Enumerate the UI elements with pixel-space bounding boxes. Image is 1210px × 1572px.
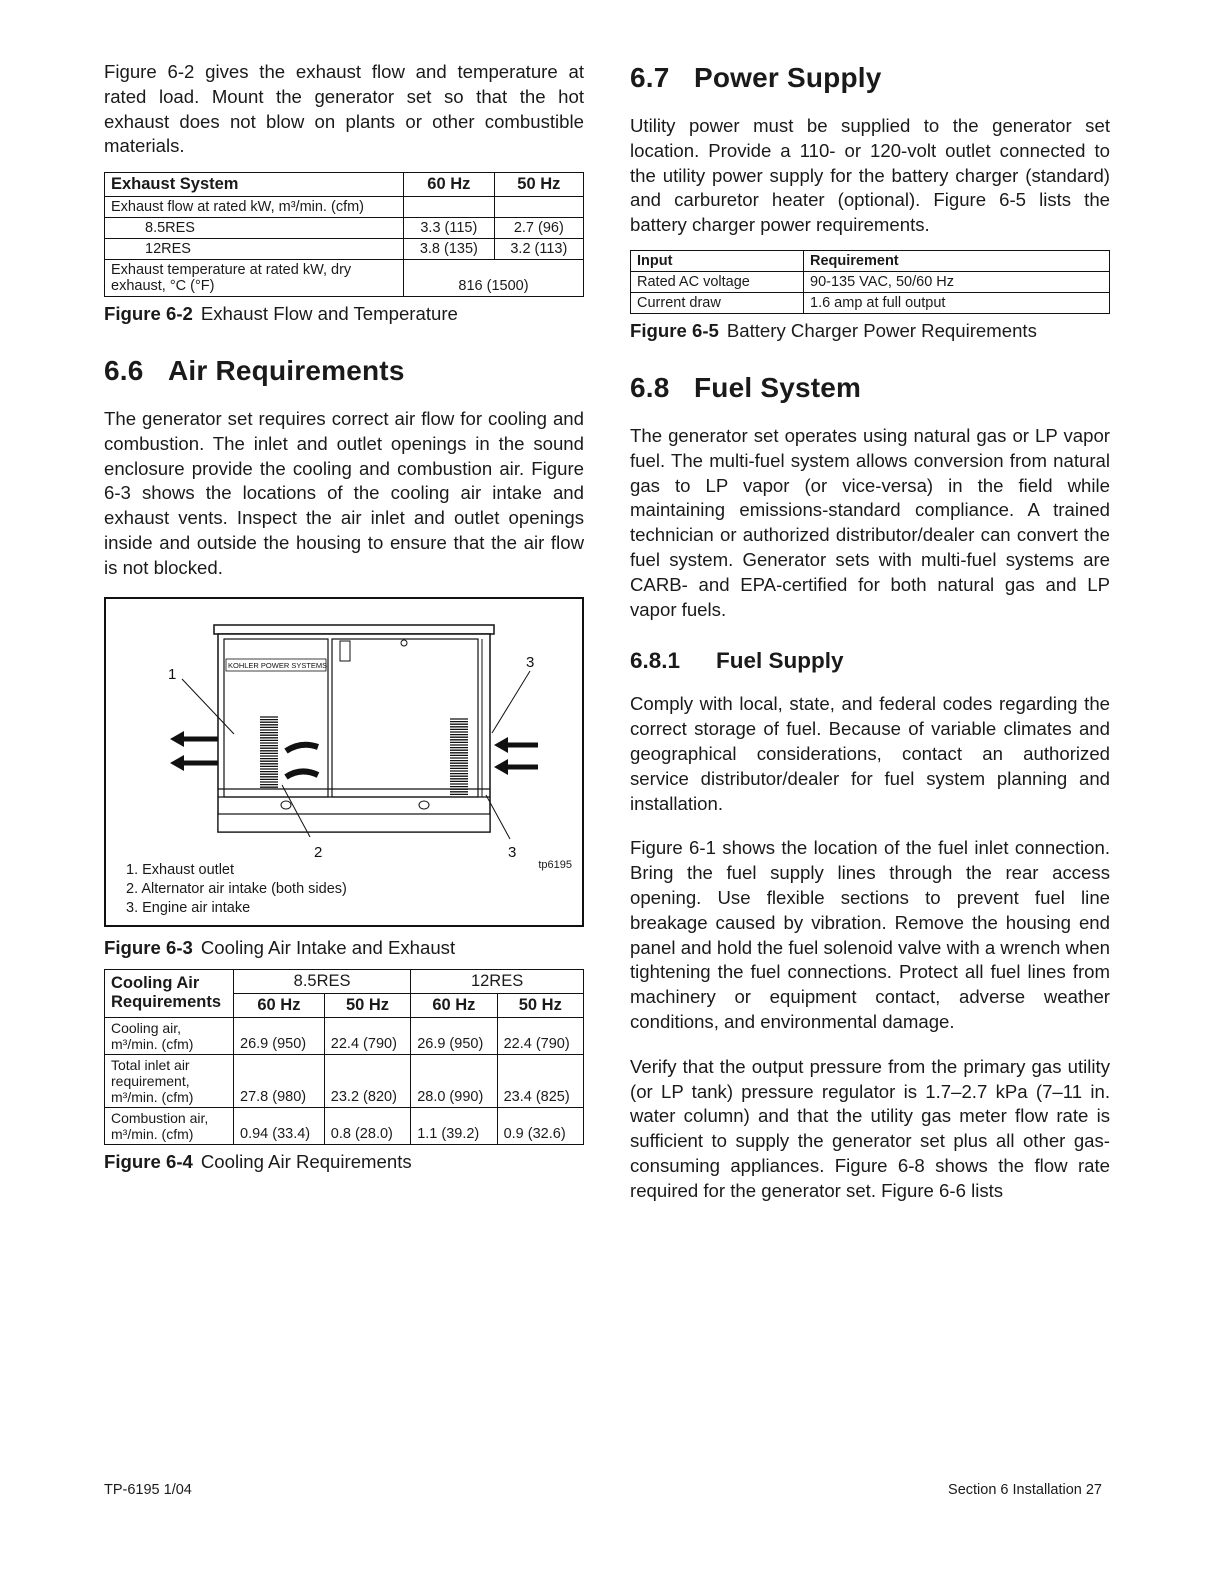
- subsection-title: Fuel Supply: [716, 648, 844, 674]
- section-paragraph: Figure 6-1 shows the location of the fuel inlet connection. Bring the fuel supply lines through the rear access opening. Use flexible sections to prevent fuel line breakage caused by vibration. Remove the housing end panel and hold the fuel solenoid valve with a wrench when tightening the fuel connections. Protect all fuel lines from machinery or equipment contact, adverse weather conditions, and environmental damage.: [630, 837, 1110, 1032]
- table-row: [105, 260, 584, 297]
- table-header: 60 Hz: [404, 173, 495, 197]
- table-cell: Total inlet air requirement, m³/min. (cfm): [105, 1054, 234, 1107]
- exhaust-arrow-left: [170, 731, 218, 771]
- table-cell: 22.4 (790): [324, 1017, 410, 1054]
- figure-caption: [104, 303, 584, 325]
- table-header: Cooling Air Requirements: [105, 969, 234, 1017]
- table-cell: 3.2 (113): [494, 239, 583, 260]
- table-header: 8.5RES: [234, 969, 411, 993]
- table-header: Exhaust System: [105, 173, 404, 197]
- table-cell: Combustion air, m³/min. (cfm): [105, 1107, 234, 1144]
- table-cell: 2.7 (96): [494, 218, 583, 239]
- footer-page: Section 6 Installation 27: [948, 1482, 1102, 1498]
- section-number: 6.8: [630, 371, 670, 403]
- figure-number: Figure 6-3: [104, 936, 193, 958]
- table-cell: 27.8 (980): [234, 1054, 325, 1107]
- right-column: [630, 60, 1110, 1204]
- table-row: [631, 250, 1110, 271]
- intake-arrow-right: [494, 737, 538, 775]
- section-title: Air Requirements: [168, 355, 405, 386]
- table-cell: 3.8 (135): [404, 239, 495, 260]
- table-cell: 23.4 (825): [497, 1054, 583, 1107]
- table-header: Input: [631, 250, 804, 271]
- table-header: Requirement: [804, 250, 1110, 271]
- section-paragraph: Utility power must be supplied to the generator set location. Provide a 110- or 120-volt outlet connected to the utility power supply for the battery charger (standard) and carburetor heater (optional). Figure 6-5 lists the battery charger power requirements.: [630, 115, 1110, 236]
- table-cell: Cooling air, m³/min. (cfm): [105, 1017, 234, 1054]
- subsection-number: 6.8.1: [630, 648, 681, 674]
- callout-number: 3: [526, 653, 535, 671]
- table-cell: 90-135 VAC, 50/60 Hz: [804, 271, 1110, 292]
- table-row: [631, 271, 1110, 292]
- table-cell: [494, 197, 583, 218]
- base-skid: [218, 814, 490, 832]
- table-cell: 3.3 (115): [404, 218, 495, 239]
- table-header: 50 Hz: [494, 173, 583, 197]
- callout-number: 3: [508, 843, 517, 861]
- figure-title: Cooling Air Intake and Exhaust: [200, 936, 456, 958]
- section-number: 6.7: [630, 62, 670, 93]
- left-column: [104, 60, 584, 1173]
- figure-code: tp6195: [538, 858, 572, 871]
- exhaust-table: [104, 172, 584, 297]
- section-heading: [630, 62, 1110, 94]
- table-cell: 12RES: [105, 239, 404, 260]
- table-row: [105, 173, 584, 197]
- table-header: 50 Hz: [324, 993, 410, 1017]
- table-row: [105, 218, 584, 239]
- figure-title: Exhaust Flow and Temperature: [200, 303, 458, 324]
- figure-caption: [104, 1151, 584, 1173]
- table-cell: 23.2 (820): [324, 1054, 410, 1107]
- table-row: [105, 197, 584, 218]
- figure-caption: [630, 320, 1110, 342]
- section-number: 6.6: [104, 355, 144, 386]
- section-paragraph: Comply with local, state, and federal codes regarding the correct storage of fuel. Because of variable climates and geographical considerations, contact an authorized service distributor/dealer for fuel system planning and installation.: [630, 693, 1110, 814]
- table-cell: Current draw: [631, 292, 804, 313]
- section-title: Fuel System: [694, 371, 862, 403]
- roof-panel: [214, 625, 494, 634]
- table-header: 50 Hz: [497, 993, 583, 1017]
- subsection-heading: [630, 648, 1110, 674]
- table-cell: 26.9 (950): [411, 1017, 497, 1054]
- table-cell: 0.94 (33.4): [234, 1107, 325, 1144]
- table-row: [105, 1107, 584, 1144]
- table-header: 60 Hz: [234, 993, 325, 1017]
- legend-item: 1. Exhaust outlet: [126, 861, 235, 878]
- table-cell: 0.8 (28.0): [324, 1107, 410, 1144]
- figure-number: Figure 6-5: [630, 319, 719, 341]
- table-cell: [404, 197, 495, 218]
- table-cell: Rated AC voltage: [631, 271, 804, 292]
- section-title: Power Supply: [694, 62, 882, 93]
- table-cell: 816 (1500): [404, 260, 584, 297]
- footer-doc-id: TP-6195 1/04: [104, 1482, 192, 1498]
- legend-item: 3. Engine air intake: [126, 899, 251, 916]
- figure-title: Cooling Air Requirements: [200, 1150, 412, 1172]
- section-heading: [104, 355, 584, 387]
- table-cell: 28.0 (990): [411, 1054, 497, 1107]
- table-row: [105, 1054, 584, 1107]
- legend-item: 2. Alternator air intake (both sides): [126, 880, 347, 897]
- intro-paragraph: Figure 6-2 gives the exhaust flow and temperature at rated load. Mount the generator set so that the hot exhaust does not blow on plants or other combustible materials.: [104, 61, 584, 157]
- table-cell: Exhaust flow at rated kW, m³/min. (cfm): [105, 197, 404, 218]
- table-row: [105, 969, 584, 993]
- figure-title: Battery Charger Power Requirements: [726, 319, 1037, 341]
- table-cell: 22.4 (790): [497, 1017, 583, 1054]
- table-row: [105, 239, 584, 260]
- callout-number: 2: [314, 843, 323, 861]
- brand-logo: KOHLER POWER SYSTEMS: [228, 660, 328, 670]
- table-cell: 0.9 (32.6): [497, 1107, 583, 1144]
- table-cell: 1.6 amp at full output: [804, 292, 1110, 313]
- table-cell: Exhaust temperature at rated kW, dry exhaust, °C (°F): [105, 260, 404, 297]
- section-paragraph: Verify that the output pressure from the primary gas utility (or LP tank) pressure regulator is 1.7–2.7 kPa (7–11 in. water column) and that the utility gas meter flow rate is sufficient to supply the generator set plus all other gas-consuming appliances. Figure 6-8 shows the flow rate required for the generator set. Figure 6-6 lists: [630, 1055, 1110, 1201]
- table-cell: 1.1 (39.2): [411, 1107, 497, 1144]
- table-cell: 26.9 (950): [234, 1017, 325, 1054]
- table-cell: 8.5RES: [105, 218, 404, 239]
- cooling-air-table: [104, 969, 584, 1145]
- figure-number: Figure 6-2: [104, 303, 193, 324]
- figure-6-3: [104, 597, 584, 927]
- section-paragraph: The generator set requires correct air flow for cooling and combustion. The inlet and outlet openings in the sound enclosure provide the cooling and combustion air. Figure 6-3 shows the locations of the cooling air intake and exhaust vents. Inspect the air inlet and outlet openings inside and outside the housing to ensure that the air flow is not blocked.: [104, 408, 584, 578]
- table-row: [105, 1017, 584, 1054]
- section-paragraph: The generator set operates using natural gas or LP vapor fuel. The multi-fuel system allows conversion from natural gas to LP vapor (or vice-versa) in the field while maintaining emissions-standard compliance. A trained technician or authorized distributor/dealer can convert the fuel system. Generator sets with multi-fuel systems are CARB- and EPA-certified for both natural gas and LP vapor fuels.: [630, 424, 1110, 620]
- figure-caption: [104, 937, 584, 959]
- figure-number: Figure 6-4: [104, 1150, 193, 1172]
- section-heading: [630, 372, 1110, 404]
- leader-line: [492, 671, 530, 733]
- table-row: [631, 292, 1110, 313]
- figure-legend: [126, 861, 347, 918]
- charger-table: [630, 250, 1110, 314]
- table-header: 60 Hz: [411, 993, 497, 1017]
- table-header: 12RES: [411, 969, 584, 993]
- callout-number: 1: [168, 665, 177, 683]
